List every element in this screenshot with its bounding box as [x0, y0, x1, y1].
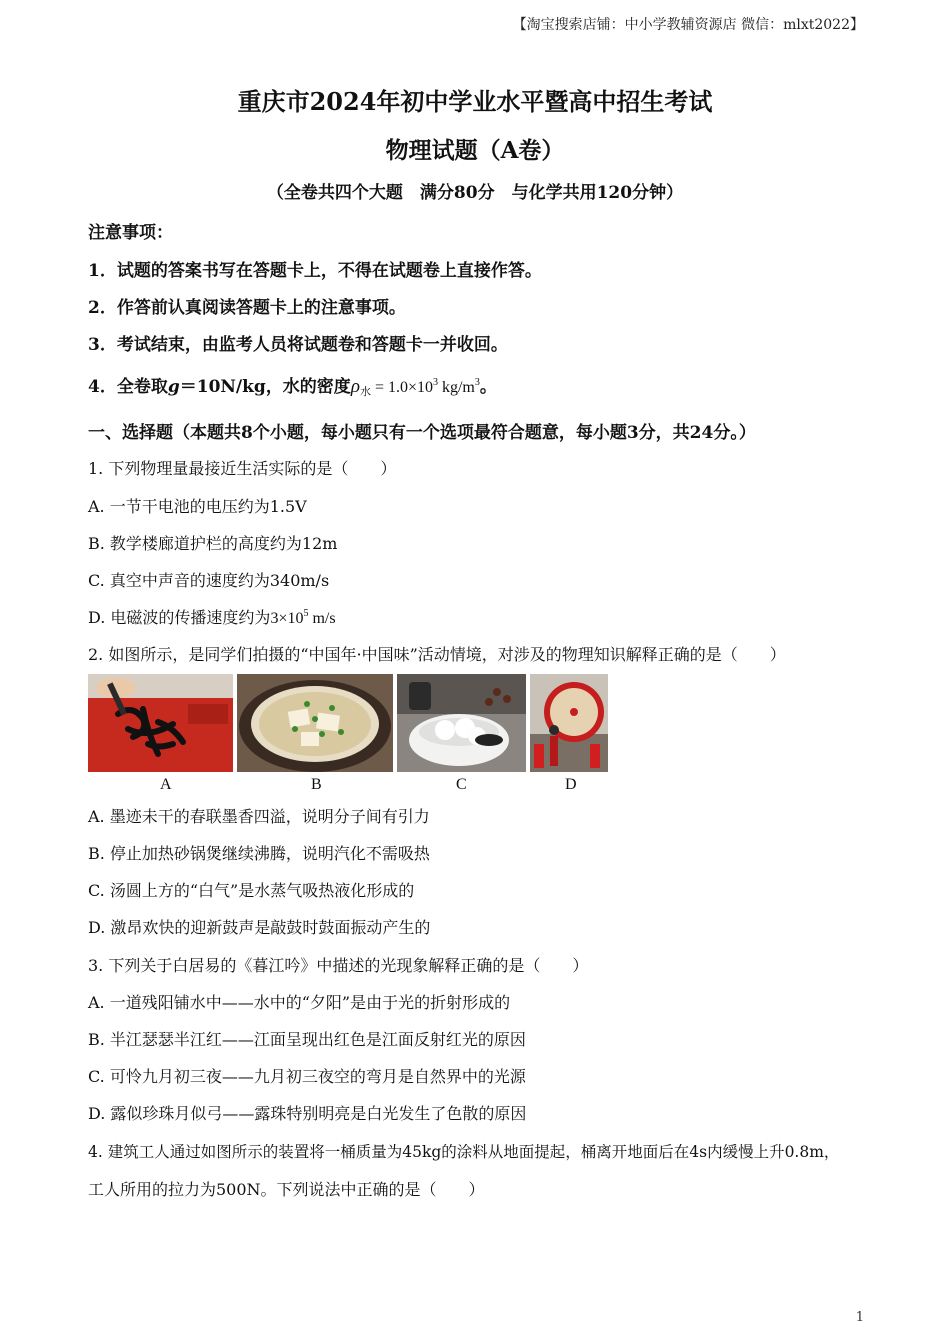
- q1-option-d-unit: m/s: [308, 610, 336, 627]
- image-label-b: B: [311, 776, 322, 793]
- q2-option-b: B. 停止加热砂锅煲继续沸腾，说明汽化不需吸热: [88, 844, 430, 863]
- q1-option-a: A. 一节干电池的电压约为1.5V: [88, 497, 307, 516]
- density-value: = 1.0×10: [374, 379, 433, 396]
- q1-option-d-text: D. 电磁波的传播速度约为: [88, 608, 271, 627]
- page-number: 1: [855, 1310, 864, 1325]
- q2-image-c-tangyuan: [397, 674, 526, 772]
- note-4: [88, 372, 497, 399]
- tangyuan-illustration: [397, 674, 526, 772]
- q4-stem-line-1: 4. 建筑工人通过如图所示的装置将一桶质量为45kg的涂料从地面提起，桶离开地面后在4s内缓慢上升0.8m，: [88, 1143, 840, 1161]
- q3-option-d: D. 露似珍珠月似弓——露珠特别明亮是白光发生了色散的原因: [88, 1104, 527, 1123]
- density-unit: kg/m: [437, 379, 475, 396]
- q2-option-a: A. 墨迹未干的春联墨香四溢，说明分子间有引力: [88, 807, 430, 826]
- q2-image-b-soup-pot: [237, 674, 393, 772]
- section-1-heading: 一、选择题（本题共8个小题，每小题只有一个选项最符合题意，每小题3分，共24分。）: [88, 423, 756, 443]
- q1-option-c: C. 真空中声音的速度约为340m/s: [88, 571, 330, 590]
- q1-option-d-exponent: 5: [303, 608, 309, 619]
- rho-subscript: 水: [359, 386, 371, 398]
- q2-image-d-drum: [530, 674, 608, 772]
- drum-illustration: [530, 674, 608, 772]
- q1-option-d: [88, 605, 336, 628]
- g-value: ＝10N/kg: [179, 377, 266, 397]
- q2-image-a-calligraphy: [88, 674, 233, 772]
- water-density-formula: [350, 376, 480, 398]
- note-3: 3．考试结束，由监考人员将试题卷和答题卡一并收回。: [88, 335, 508, 355]
- note-4-end: 。: [479, 377, 497, 397]
- notes-heading: 注意事项：: [88, 223, 173, 243]
- q1-option-d-formula: [270, 610, 335, 627]
- note-2: 2．作答前认真阅读答题卡上的注意事项。: [88, 298, 406, 318]
- q4-stem-line-2: 工人所用的拉力为500N。下列说法中正确的是（ ）: [88, 1180, 485, 1199]
- note-4-mid: ，水的密度: [265, 377, 351, 397]
- q2-stem: 2. 如图所示，是同学们拍摄的“中国年·中国味”活动情境，对涉及的物理知识解释正确的是（ ）: [88, 645, 786, 664]
- q3-option-b: B. 半江瑟瑟半江红——江面呈现出红色是江面反射红光的原因: [88, 1030, 526, 1049]
- q1-option-d-value: 3×10: [270, 610, 304, 627]
- exam-title: 重庆市2024年初中学业水平暨高中招生考试: [237, 87, 713, 116]
- exam-subtitle: 物理试题（A卷）: [385, 137, 565, 164]
- q1-stem: 1. 下列物理量最接近生活实际的是（ ）: [88, 459, 397, 478]
- q3-stem: 3. 下列关于白居易的《暮江吟》中描述的光现象解释正确的是（ ）: [88, 956, 589, 975]
- q2-option-d: D. 激昂欢快的迎新鼓声是敲鼓时鼓面振动产生的: [88, 918, 431, 937]
- q3-option-a: A. 一道残阳铺水中——水中的“夕阳”是由于光的折射形成的: [88, 993, 511, 1012]
- q1-option-b: B. 教学楼廊道护栏的高度约为12m: [88, 534, 338, 553]
- soup-pot-illustration: [237, 674, 393, 772]
- image-label-a: A: [160, 776, 172, 793]
- image-label-c: C: [456, 776, 467, 793]
- image-label-d: D: [565, 776, 577, 793]
- exam-info: （全卷共四个大题 满分80分 与化学共用120分钟）: [266, 183, 684, 203]
- q2-option-c: C. 汤圆上方的“白气”是水蒸气吸热液化形成的: [88, 881, 415, 900]
- note-4-prefix: 4．全卷取: [88, 377, 168, 397]
- header-note: 【淘宝搜索店铺：中小学教辅资源店 微信：mlxt2022】: [512, 17, 864, 33]
- note-1: 1．试题的答案书写在答题卡上，不得在试题卷上直接作答。: [88, 261, 542, 281]
- density-exponent: 3: [432, 377, 438, 388]
- rho-symbol: ρ: [350, 376, 360, 397]
- g-variable: g: [167, 377, 180, 397]
- calligraphy-illustration: [88, 674, 233, 772]
- q3-option-c: C. 可怜九月初三夜——九月初三夜空的弯月是自然界中的光源: [88, 1067, 526, 1086]
- density-unit-exponent: 3: [474, 377, 480, 388]
